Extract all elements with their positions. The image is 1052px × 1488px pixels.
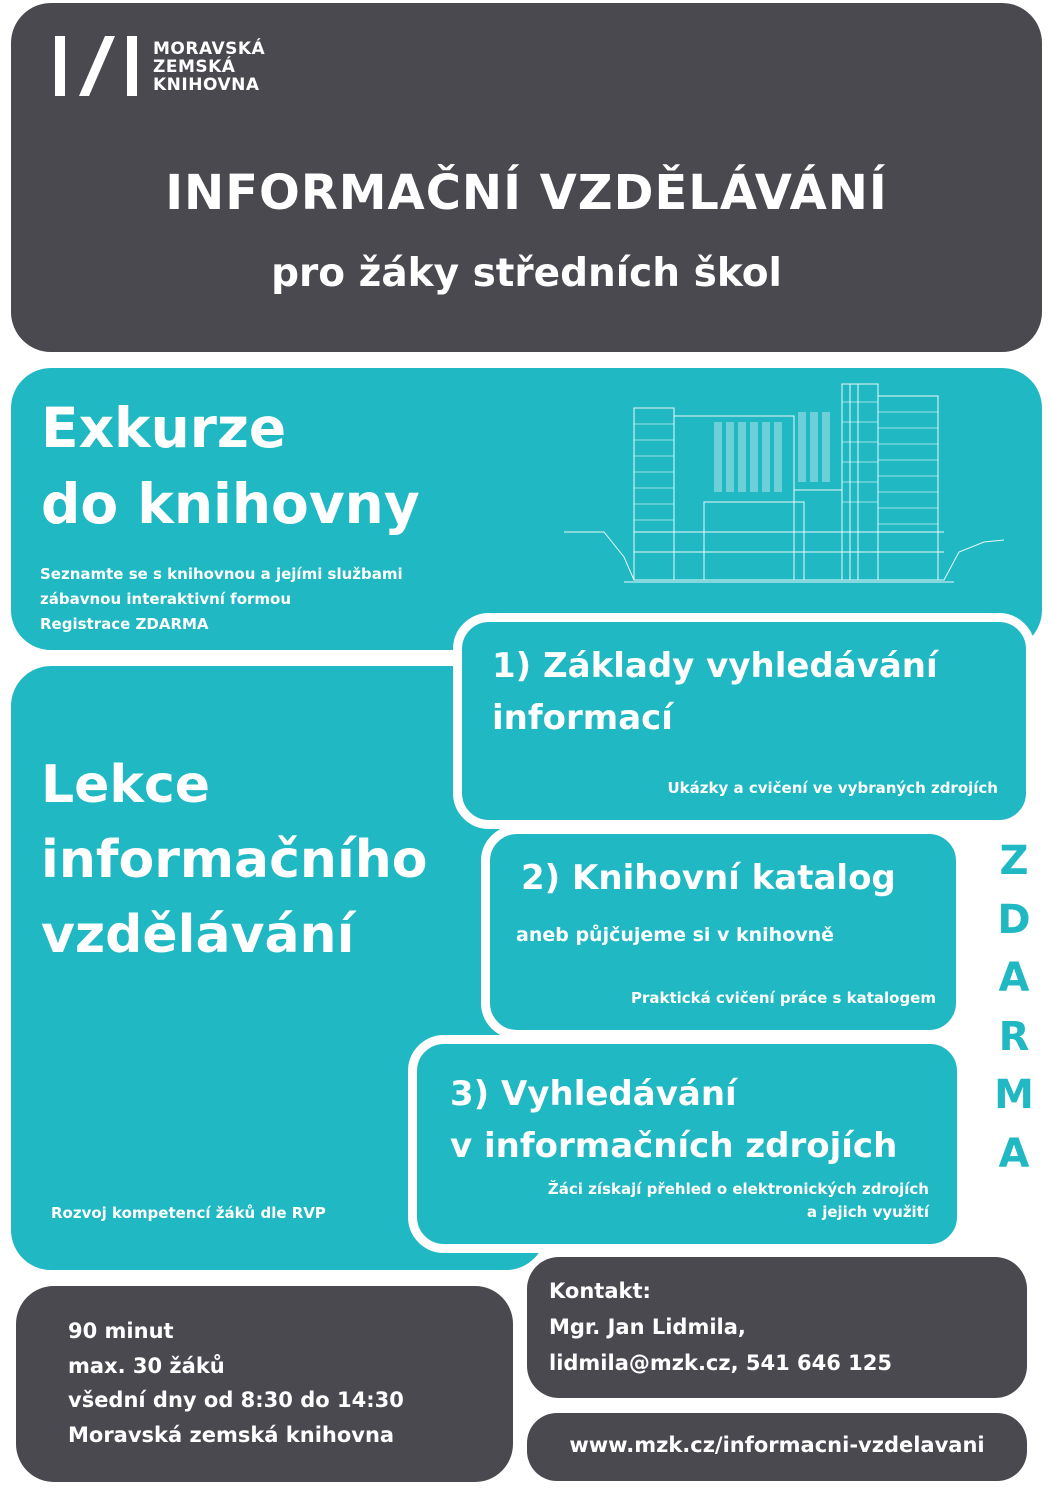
excursion-title-line: Exkurze bbox=[41, 396, 287, 460]
lessons-title-line: Lekce bbox=[41, 755, 211, 815]
lessons-title-line: vzdělávání bbox=[41, 905, 355, 965]
module-card bbox=[408, 1035, 966, 1253]
module-title-line: informací bbox=[492, 698, 673, 738]
excursion-desc-line: Registrace ZDARMA bbox=[40, 615, 209, 633]
module-title bbox=[492, 640, 1012, 744]
contact-panel bbox=[527, 1257, 1027, 1398]
info-duration: 90 minut bbox=[68, 1319, 174, 1343]
module-title-line: 1) Základy vyhledávání bbox=[492, 646, 938, 686]
info-panel bbox=[16, 1286, 513, 1482]
free-letter: R bbox=[998, 1013, 1030, 1060]
website-link[interactable]: www.mzk.cz/informacni-vzdelavani bbox=[569, 1433, 985, 1457]
info-place: Moravská zemská knihovna bbox=[68, 1422, 395, 1447]
header-banner bbox=[11, 3, 1042, 352]
module-title bbox=[450, 1068, 970, 1172]
logo-text bbox=[153, 40, 265, 94]
library-building-icon bbox=[564, 382, 1004, 592]
free-letter: A bbox=[998, 1130, 1030, 1177]
contact-details[interactable]: lidmila@mzk.cz, 541 646 125 bbox=[549, 1351, 893, 1375]
module-title: 2) Knihovní katalog bbox=[521, 858, 896, 898]
page-subtitle: pro žáky středních škol bbox=[271, 251, 782, 296]
contact-name: Mgr. Jan Lidmila, bbox=[549, 1315, 746, 1339]
contact-text bbox=[549, 1273, 892, 1381]
excursion-desc-line: zábavnou interaktivní formou bbox=[40, 590, 292, 608]
lessons-note: Rozvoj kompetencí žáků dle RVP bbox=[51, 1204, 326, 1222]
module-desc-line: a jejich využití bbox=[806, 1203, 929, 1221]
module-desc-line: Žáci získají přehled o elektronických zdrojích bbox=[547, 1180, 929, 1198]
module-title-line: 3) Vyhledávání bbox=[450, 1074, 737, 1114]
module-description: Ukázky a cvičení ve vybraných zdrojích bbox=[667, 779, 998, 797]
excursion-desc-line: Seznamte se s knihovnou a jejími službami bbox=[40, 565, 403, 583]
library-logo bbox=[55, 36, 265, 98]
excursion-panel bbox=[11, 368, 1042, 650]
page-title: INFORMAČNÍ VZDĚLÁVÁNÍ bbox=[165, 165, 888, 221]
module-description: Praktická cvičení práce s katalogem bbox=[630, 989, 936, 1007]
info-capacity: max. 30 žáků bbox=[68, 1353, 225, 1378]
module-card bbox=[453, 613, 1035, 829]
free-label-vertical bbox=[992, 832, 1036, 1183]
lessons-title-line: informačního bbox=[41, 830, 428, 890]
module-card bbox=[481, 825, 965, 1039]
logo-mark-icon bbox=[55, 36, 139, 98]
module-subtitle: aneb půjčujeme si v knihovně bbox=[516, 924, 835, 946]
free-letter: D bbox=[997, 896, 1031, 943]
info-time: všední dny od 8:30 do 14:30 bbox=[68, 1388, 404, 1412]
excursion-title-line: do knihovny bbox=[41, 472, 420, 536]
contact-label: Kontakt: bbox=[549, 1279, 651, 1303]
logo-line: KNIHOVNA bbox=[153, 75, 260, 95]
module-description bbox=[449, 1178, 929, 1224]
module-title-line: v informačních zdrojích bbox=[450, 1126, 898, 1166]
logo-line: ZEMSKÁ bbox=[153, 57, 236, 77]
logo-line: MORAVSKÁ bbox=[153, 39, 266, 59]
info-list bbox=[68, 1314, 404, 1452]
free-letter: Z bbox=[999, 838, 1029, 884]
website-panel bbox=[527, 1413, 1027, 1481]
excursion-title bbox=[41, 390, 561, 542]
free-letter: A bbox=[998, 955, 1030, 1001]
free-letter: M bbox=[994, 1072, 1034, 1118]
